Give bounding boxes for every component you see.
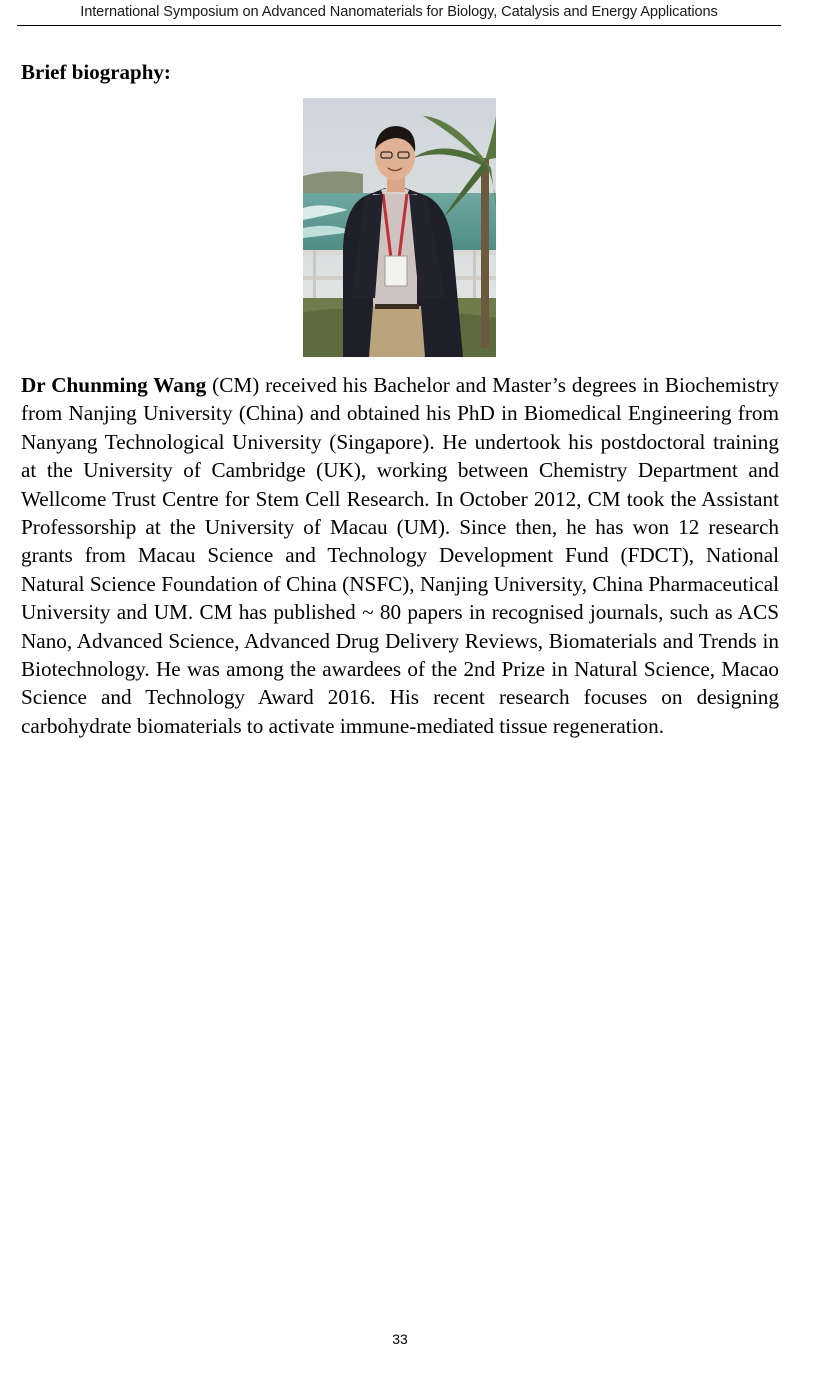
section-title: Brief biography: [21, 60, 171, 84]
speaker-name: Dr Chunming Wang [21, 373, 207, 397]
header-rule [17, 25, 781, 26]
running-header: International Symposium on Advanced Nanomaterials for Biology, Catalysis and Energy Applications [80, 4, 718, 20]
biography-text: (CM) received his Bachelor and Master’s degrees in Biochemistry from Nanjing University (China) and obtained his PhD in Biomedical Engineering from Nanyang Technological University (Singapore). He undertook his postdoctoral training at the University of Cambridge (UK), working between Chemistry Department and Wellcome Trust Centre for Stem Cell Research. In October 2012, CM took the Assistant Professorship at the University of Macau (UM). Since then, he has won 12 research grants from Macau Science and Technology Development Fund (FDCT), National Natural Science Foundation of China (NSFC), Nanjing University, China Pharmaceutical University and UM. CM has published ~ 80 papers in recognised journals, such as ACS Nano, Advanced Science, Advanced Drug Delivery Reviews, Biomaterials and Trends in Biotechnology. He was among the awardees of the 2nd Prize in Natural Science, Macao Science and Technology Award 2016. His recent research focuses on designing carbohydrate biomaterials to activate immune-mediated tissue regeneration. [21, 373, 779, 738]
portrait-photo [303, 98, 496, 357]
page-number: 33 [392, 1331, 408, 1347]
biography-paragraph [21, 371, 779, 740]
